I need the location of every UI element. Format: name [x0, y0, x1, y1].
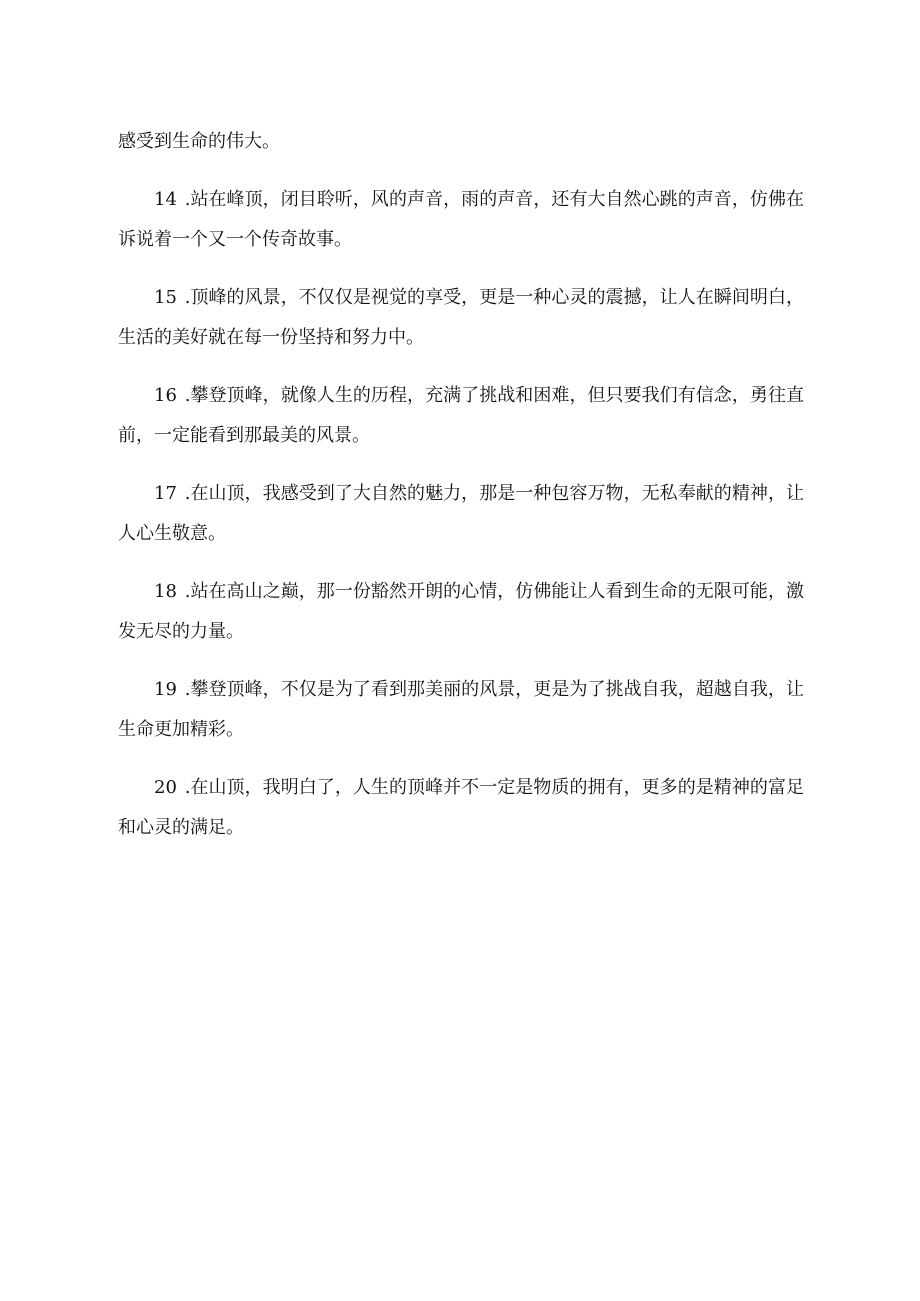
list-item: [118, 768, 804, 848]
continuation-paragraph: 感受到生命的伟大。: [118, 131, 280, 152]
item-number: 20: [154, 777, 177, 798]
item-text: .攀登顶峰，不仅是为了看到那美丽的风景，更是为了挑战自我，超越自我，让生命更加精彩。: [118, 679, 804, 740]
list-item: [118, 572, 804, 652]
item-text: .在山顶，我感受到了大自然的魅力，那是一种包容万物，无私奉献的精神，让人心生敬意。: [118, 483, 804, 544]
item-text: .站在峰顶，闭目聆听，风的声音，雨的声音，还有大自然心跳的声音，仿佛在诉说着一个又一个传奇故事。: [118, 189, 804, 250]
item-text: .攀登顶峰，就像人生的历程，充满了挑战和困难，但只要我们有信念，勇往直前，一定能看到那最美的风景。: [118, 385, 804, 446]
item-number: 15: [154, 287, 177, 308]
item-number: 18: [154, 581, 177, 602]
list-item: [118, 670, 804, 750]
list-item: [118, 180, 804, 260]
item-number: 17: [154, 483, 177, 504]
item-number: 19: [154, 679, 177, 700]
list-item: [118, 376, 804, 456]
item-number: 14: [154, 189, 177, 210]
item-text: .在山顶，我明白了，人生的顶峰并不一定是物质的拥有，更多的是精神的富足和心灵的满足。: [118, 777, 804, 838]
list-item: [118, 278, 804, 358]
item-number: 16: [154, 385, 177, 406]
list-item: [118, 474, 804, 554]
item-text: .顶峰的风景，不仅仅是视觉的享受，更是一种心灵的震撼，让人在瞬间明白，生活的美好就在每一份坚持和努力中。: [118, 287, 804, 348]
item-text: .站在高山之巅，那一份豁然开朗的心情，仿佛能让人看到生命的无限可能，激发无尽的力量。: [118, 581, 804, 642]
document-body: [118, 122, 804, 866]
